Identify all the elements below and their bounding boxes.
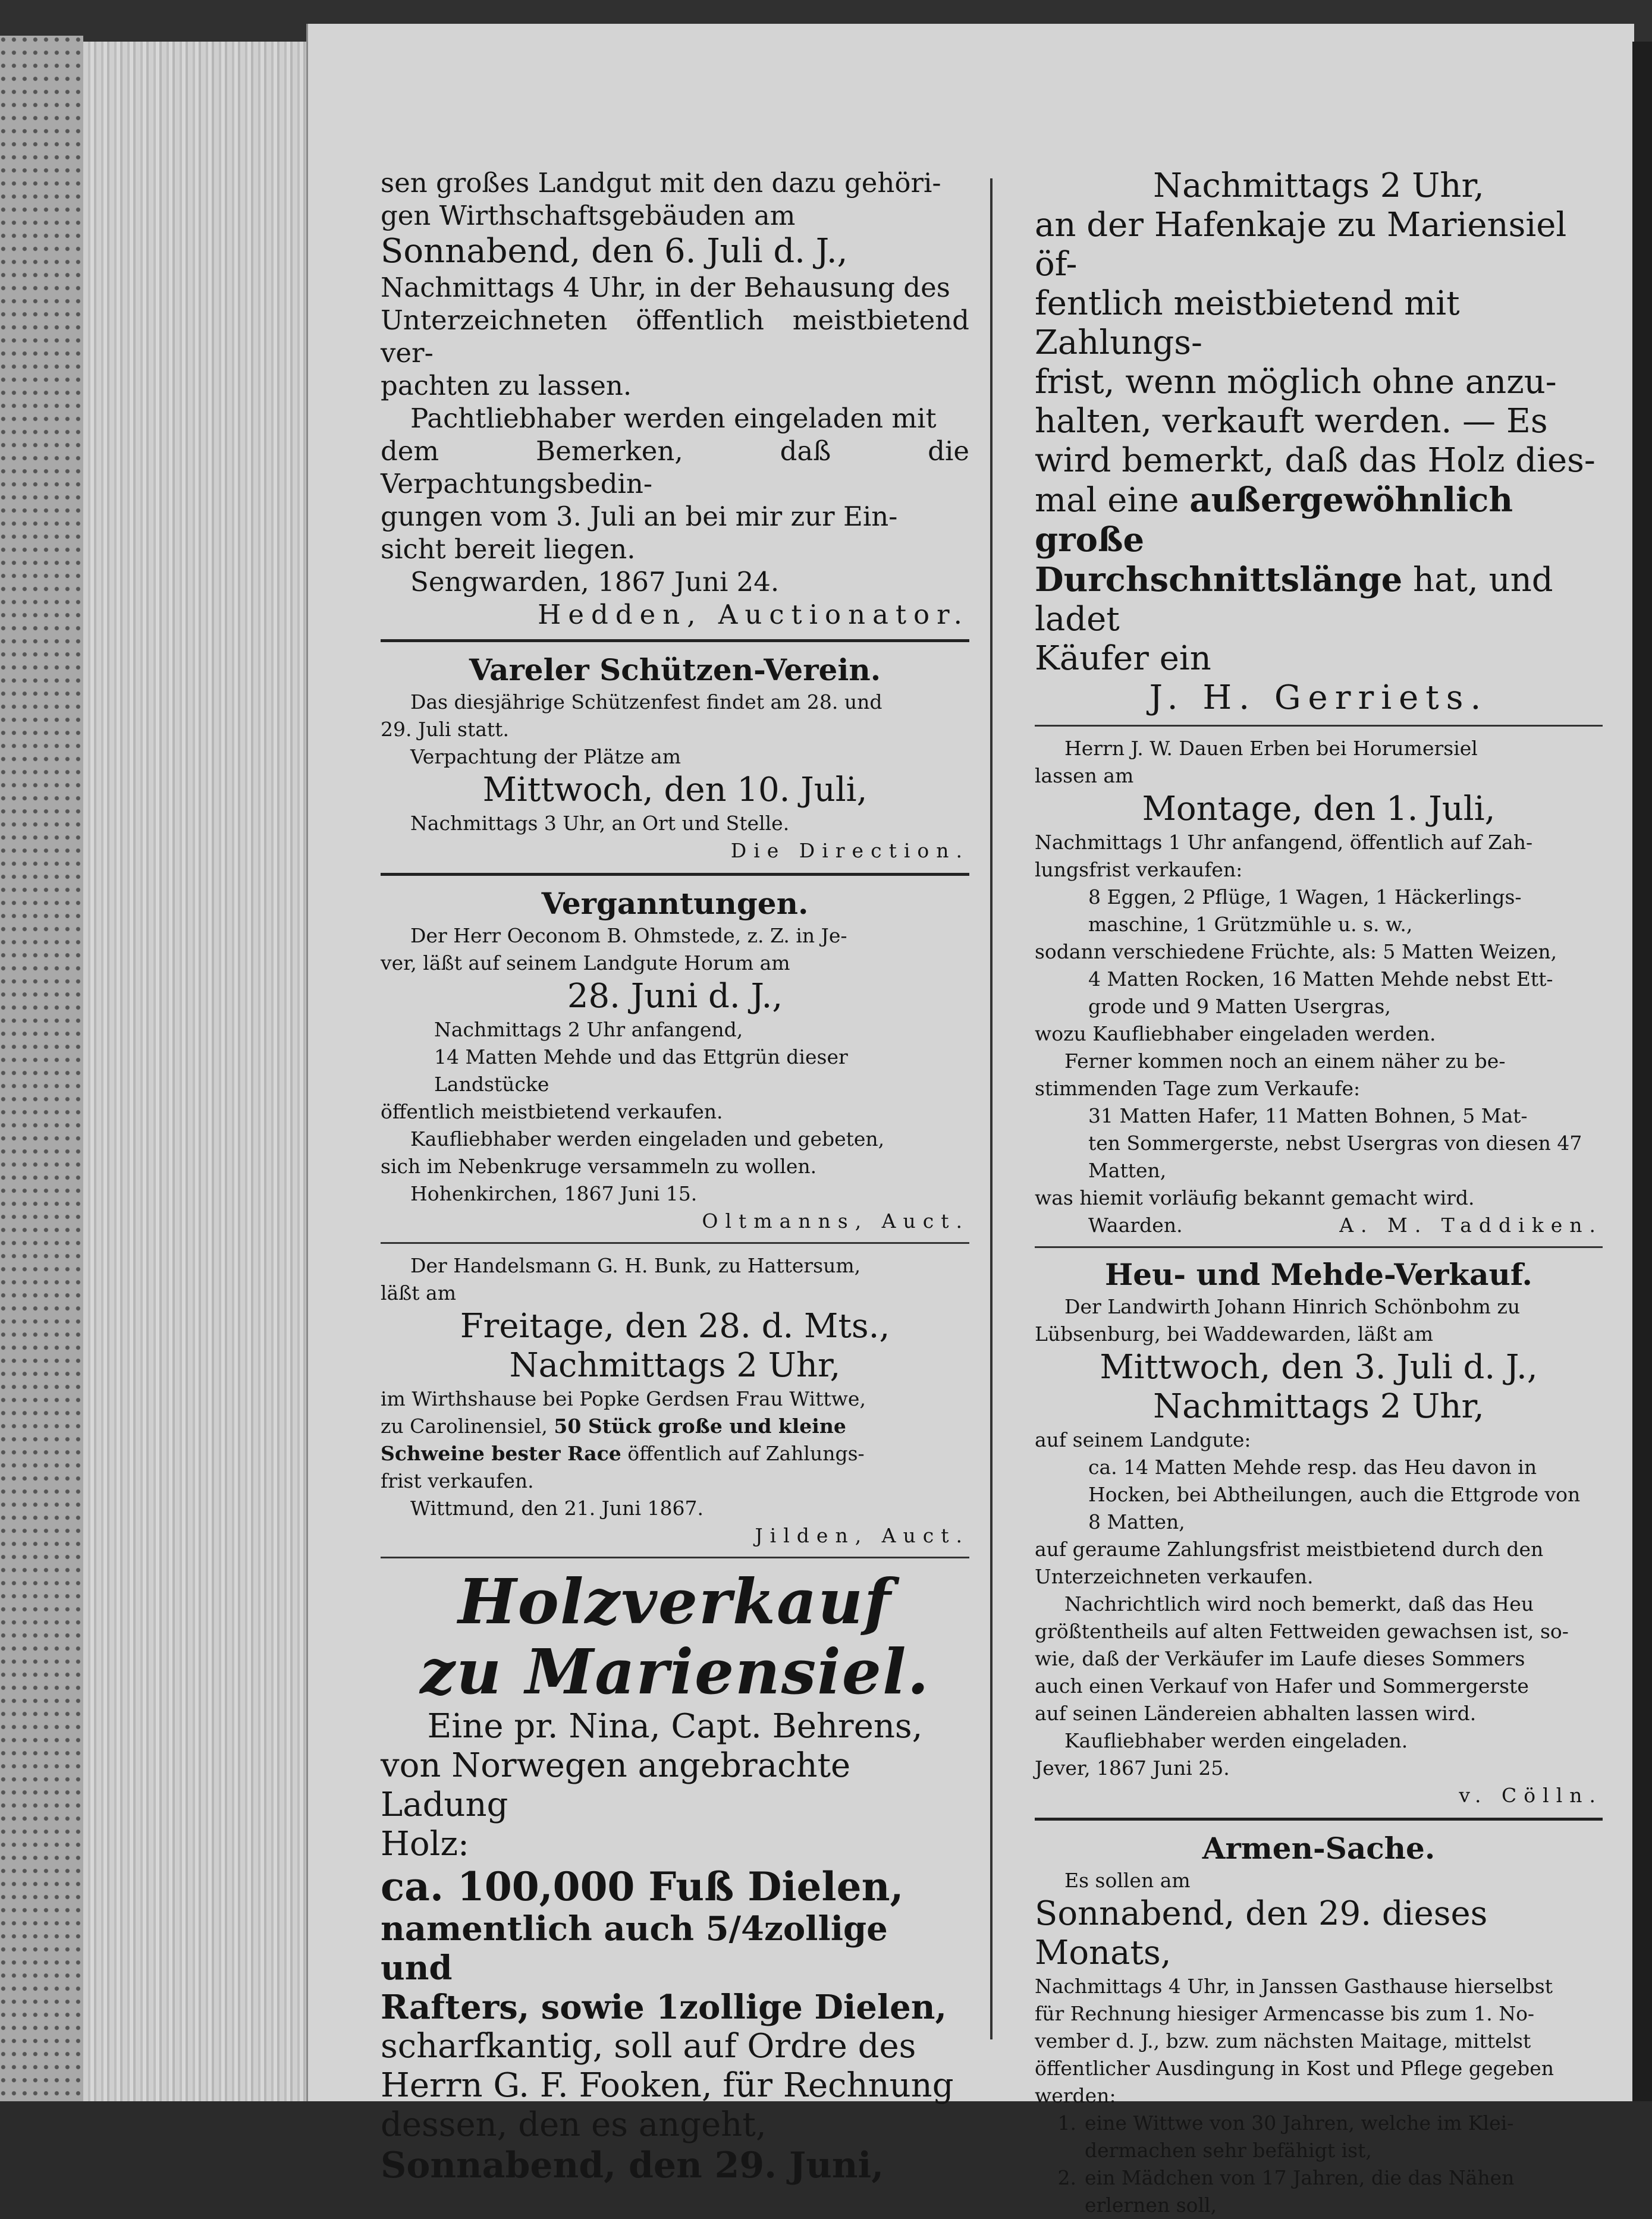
text-line: Rafters, sowie 1zollige Dielen, [381,1988,947,2027]
text-line: 8 Eggen, 2 Pflüge, 1 Wagen, 1 Häckerlings- [1088,885,1522,909]
notice-verganntungen [381,885,969,1235]
text-line: Käufer ein [1035,639,1211,678]
text-line: sodann verschiedene Früchte, als: 5 Matten Weizen, [1035,940,1557,963]
place-date: Jever, 1867 Juni 25. [1035,1756,1230,1780]
signature: Hedden, Auctionator. [538,599,969,630]
text-line: sen großes Landgut mit den dazu gehöri- [381,167,941,199]
notice-date: Freitage, den 28. d. Mts., [460,1307,890,1346]
text-line: öffentlich meistbietend verkaufen. [381,1100,723,1123]
text-line: auf seinen Ländereien abhalten lassen wird. [1035,1702,1477,1725]
text-line: Kaufliebhaber werden eingeladen. [1064,1729,1408,1752]
list-number: 2. [1057,2166,1076,2189]
text-line: 8 Matten, [1088,1510,1185,1533]
text-line: auf geraume Zahlungsfrist meistbietend durch den [1035,1538,1544,1561]
text-line: wie, daß der Verkäufer im Laufe dieses Sommers [1035,1647,1525,1670]
text-line: Der Herr Oeconom B. Ohmstede, z. Z. in Je- [410,924,847,947]
text-line: halten, verkauft werden. — Es [1035,402,1548,441]
right-column [1035,166,1603,2219]
section-rule [381,1557,969,1558]
text-line: namentlich auch 5/4zollige und [381,1909,888,1988]
list-item [1035,2110,1603,2164]
text-line: im Wirthshause bei Popke Gerdsen Frau Wittwe, [381,1387,866,1410]
notice-date: Sonnabend, den 29. Juni, [381,2145,884,2186]
notice-date: Sonnabend, den 29. dieses Monats, [1035,1894,1488,1972]
list-number: 1. [1057,2111,1076,2135]
text-line: Nachmittags 1 Uhr anfangend, öffentlich auf Zah- [1035,831,1533,854]
notice-date: Montage, den 1. Juli, [1142,790,1496,828]
notice-title: zu Mariensiel. [420,1635,930,1708]
section-rule [381,1242,969,1244]
text-line: Herrn J. W. Dauen Erben bei Horumersiel [1064,737,1478,760]
section-rule [381,639,969,642]
section-rule [1035,725,1603,727]
signature: A. M. Taddiken. [1339,1214,1603,1237]
text-line: Nachmittags 3 Uhr, an Ort und Stelle. [410,812,790,835]
text-line: Pachtliebhaber werden eingeladen mit [410,403,937,434]
text-line: frist verkaufen. [381,1469,534,1492]
notice-title: Holzverkauf [458,1565,892,1638]
text-line [1035,560,1603,639]
text-line: Unterzeichneten öffentlich meistbietend ver- [381,304,969,369]
text-span-bold: 50 Stück große und kleine [554,1415,846,1438]
signature: J. H. Gerriets. [1149,678,1488,717]
text-line: Matten, [1088,1159,1167,1182]
text-line: gungen vom 3. Juli an bei mir zur Ein- [381,501,898,532]
section-rule [1035,1246,1603,1248]
text-line: pachten zu lassen. [381,370,632,401]
notice-date: 28. Juni d. J., [567,977,783,1016]
notice-heading: Heu- und Mehde-Verkauf. [1105,1257,1532,1292]
signature-line [1035,1212,1603,1239]
text-line: ca. 100,000 Fuß Dielen, [381,1863,904,1910]
notice-heading: Armen-Sache. [1202,1831,1436,1866]
text-line: grode und 9 Matten Usergras, [1088,995,1391,1018]
notice-heading: Verganntungen. [541,886,809,921]
section-rule [381,873,969,876]
text-line: Das diesjährige Schützenfest findet am 28. und [410,690,882,714]
notice-heading: Vareler Schützen-Verein. [469,652,881,687]
text-line: Landstücke [434,1073,549,1096]
text-line: dem Bemerken, daß die Verpachtungsbedin- [381,435,969,499]
list-item [1035,2164,1603,2219]
text-line: an der Hafenkaje zu Mariensiel öf- [1035,206,1567,284]
text-line: von Norwegen angebrachte Ladung [381,1746,851,1824]
text-line: öffentlicher Ausdingung in Kost und Pflege gegeben [1035,2057,1554,2080]
text-line [1035,480,1603,560]
notice-bunk [381,1252,969,1549]
text-line: lassen am [1035,764,1134,787]
text-line: Nachmittags 4 Uhr, in der Behausung des [381,272,950,303]
text-line: was hiemit vorläufig bekannt gemacht wird. [1035,1186,1475,1209]
text-span: öffentlich auf Zahlungs- [627,1442,865,1465]
text-line: Unterzeichneten verkaufen. [1035,1565,1314,1588]
text-line: Holz: [381,1825,469,1863]
notice-schuetzen-verein [381,652,969,865]
list-text [1085,2164,1514,2219]
text-line: frist, wenn möglich ohne anzu- [1035,363,1557,401]
place-date: Sengwarden, 1867 Juni 24. [410,566,780,598]
text-line: Kaufliebhaber werden eingeladen und gebeten, [410,1127,885,1151]
notice-date: Sonnabend, den 6. Juli d. J., [381,232,848,271]
text-line: lungsfrist verkaufen: [1035,858,1243,881]
list-text-line: eine Wittwe von 30 Jahren, welche im Klei- [1085,2111,1514,2135]
section-rule [1035,1818,1603,1821]
signature: Die Direction. [730,839,969,862]
text-line: Lübsenburg, bei Waddewarden, läßt am [1035,1322,1434,1346]
text-line: Eine pr. Nina, Capt. Behrens, [427,1707,923,1746]
notice-time: Nachmittags 2 Uhr, [1153,166,1484,205]
text-line: ca. 14 Matten Mehde resp. das Heu davon in [1088,1456,1537,1479]
text-line: scharfkantig, soll auf Ordre des [381,2027,916,2066]
text-line: Ferner kommen noch an einem näher zu be- [1064,1049,1506,1073]
notice-date: Mittwoch, den 10. Juli, [482,771,868,809]
place-date: Wittmund, den 21. Juni 1867. [410,1497,703,1520]
text-line: vember d. J., bzw. zum nächsten Maitage, mittelst [1035,2029,1531,2053]
text-line: gen Wirthschaftsgebäuden am [381,200,796,231]
text-line [381,1440,969,1467]
notice-dauen [1035,735,1603,1239]
column-divider [990,178,993,2039]
text-span-bold: außergewöhnlich große [1035,480,1513,560]
text-line: Der Landwirth Johann Hinrich Schönbohm zu [1064,1295,1521,1318]
text-line: sich im Nebenkruge versammeln zu wollen. [381,1155,817,1178]
text-line: auf seinem Landgute: [1035,1428,1251,1451]
notice-verpachtung [381,166,969,631]
text-line: wozu Kaufliebhaber eingeladen werden. [1035,1022,1436,1045]
text-line: auch einen Verkauf von Hafer und Sommergerste [1035,1674,1529,1698]
signature: v. Cölln. [1459,1784,1603,1807]
text-line: ver, läßt auf seinem Landgute Horum am [381,951,790,975]
text-line: 31 Matten Hafer, 11 Matten Bohnen, 5 Mat- [1088,1104,1528,1127]
speckled-book-edge [0,36,83,2101]
text-line: läßt am [381,1281,456,1305]
text-span: zu Carolinensiel, [381,1415,548,1438]
text-line: Nachmittags 2 Uhr anfangend, [434,1018,743,1041]
text-line [381,1413,969,1440]
list-text [1085,2110,1513,2164]
list-text-line: dermachen sehr befähigt ist, [1085,2139,1372,2162]
notice-time: Nachmittags 2 Uhr, [509,1346,841,1385]
signature: Oltmanns, Auct. [702,1209,969,1233]
text-line: größtentheils auf alten Fettweiden gewachsen ist, so- [1035,1620,1569,1643]
text-line: stimmenden Tage zum Verkaufe: [1035,1077,1361,1100]
text-line: Verpachtung der Plätze am [410,745,681,768]
text-line: 4 Matten Rocken, 16 Matten Mehde nebst Ett- [1088,967,1553,991]
text-line: dessen, den es angeht, [381,2105,767,2144]
text-line: sicht bereit liegen. [381,533,636,565]
notice-heu-mehde [1035,1256,1603,1809]
notice-date: Mittwoch, den 3. Juli d. J., [1100,1348,1538,1387]
text-line: fentlich meistbietend mit Zahlungs- [1035,284,1460,362]
text-span-bold: Durchschnittslänge [1035,560,1403,599]
scan-background-right [1632,42,1652,2101]
text-line: Nachrichtlich wird noch bemerkt, daß das Heu [1064,1592,1534,1615]
text-line: wird bemerkt, daß das Holz dies- [1035,441,1596,480]
left-column [381,166,969,2186]
signature: Jilden, Auct. [755,1524,969,1547]
notice-time: Nachmittags 2 Uhr, [1153,1387,1484,1426]
text-line: für Rechnung hiesiger Armencasse bis zum 1. No- [1035,2002,1535,2025]
text-span-bold: Schweine bester Race [381,1442,621,1465]
notice-holzverkauf-continued [1035,166,1603,718]
text-line: ten Sommergerste, nebst Usergras von diesen 47 [1088,1131,1582,1155]
text-line: Der Handelsmann G. H. Bunk, zu Hattersum, [410,1254,861,1277]
list-text-line: ein Mädchen von 17 Jahren, die das Nähen [1085,2166,1515,2189]
text-line: Hocken, bei Abtheilungen, auch die Ettgrode von [1088,1483,1581,1506]
notice-armen-sache [1035,1830,1603,2219]
text-line: Es sollen am [1064,1869,1191,1892]
notice-holzverkauf [381,1567,969,2186]
place-date: Hohenkirchen, 1867 Juni 15. [410,1182,698,1205]
place-date: Waarden. [1088,1214,1183,1237]
text-line: 14 Matten Mehde und das Ettgrün dieser [434,1045,848,1068]
text-line: 29. Juli statt. [381,718,509,741]
text-line: Herrn G. F. Fooken, für Rechnung [381,2066,954,2105]
list-text-line: erlernen soll, [1085,2193,1217,2217]
text-span: mal eine [1035,481,1179,520]
text-line: Nachmittags 4 Uhr, in Janssen Gasthause hierselbst [1035,1975,1553,1998]
page-stack-edges [83,42,309,2101]
text-span: hat, und ladet [1035,561,1553,639]
text-line: maschine, 1 Grützmühle u. s. w., [1088,913,1413,936]
text-line: werden: [1035,2084,1116,2107]
